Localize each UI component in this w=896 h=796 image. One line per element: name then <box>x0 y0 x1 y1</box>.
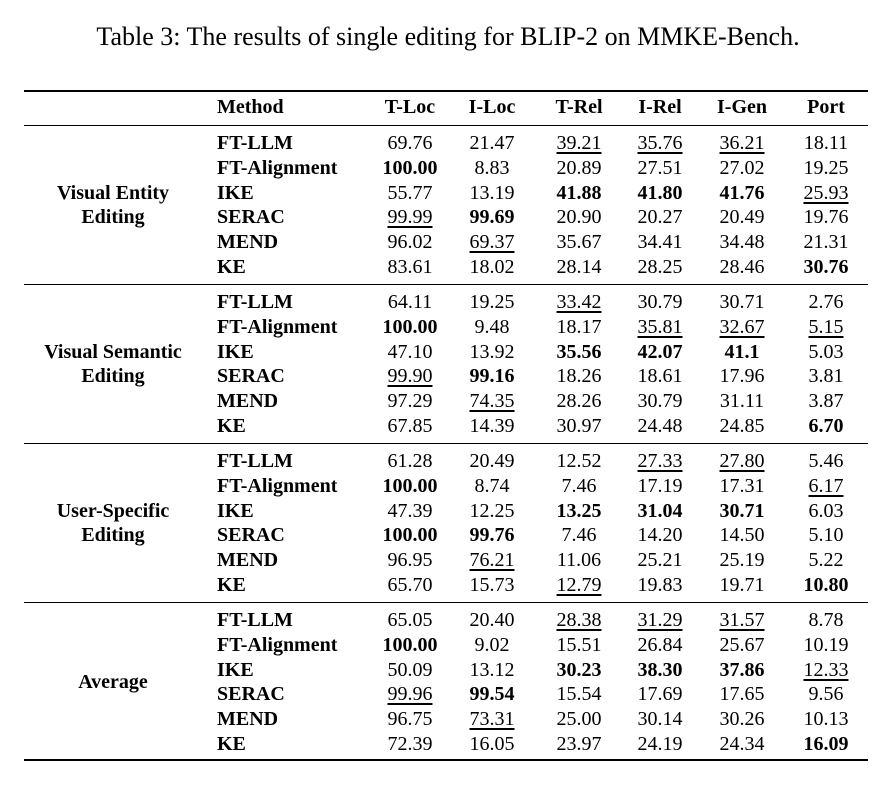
table-cell: 10.13 <box>803 708 849 731</box>
top-rule <box>24 90 868 92</box>
table-cell: 100.00 <box>382 474 438 497</box>
group-label-line: Visual Entity <box>56 182 170 205</box>
table-cell: 30.79 <box>637 291 683 313</box>
table-cell: 30.23 <box>556 658 602 681</box>
table-cell: 28.26 <box>556 390 602 413</box>
table-cell: 28.38 <box>556 609 602 631</box>
table-cell: 20.40 <box>469 609 515 631</box>
method-name: KE <box>217 574 246 596</box>
method-name: IKE <box>217 499 254 522</box>
table-cell: 28.46 <box>719 256 765 278</box>
table-cell: 28.25 <box>637 256 683 278</box>
table-cell: 26.84 <box>637 633 683 656</box>
method-name: SERAC <box>217 524 285 547</box>
table-cell: 17.19 <box>637 474 683 497</box>
table-cell: 12.79 <box>556 574 602 596</box>
group-label-line: User-Specific <box>56 500 170 523</box>
table-cell: 20.89 <box>556 156 602 179</box>
table-cell: 6.70 <box>808 415 844 437</box>
method-name: FT-Alignment <box>217 633 338 656</box>
table-cell: 6.03 <box>808 499 844 522</box>
header-rule <box>24 125 868 126</box>
table-cell: 39.21 <box>556 132 602 154</box>
table-cell: 2.76 <box>808 291 844 313</box>
table-cell: 74.35 <box>469 390 515 413</box>
table-cell: 15.51 <box>556 633 602 656</box>
table-cell: 6.17 <box>808 474 844 497</box>
header-t-rel: T-Rel <box>555 96 603 118</box>
table-cell: 35.81 <box>637 315 683 338</box>
method-name: FT-LLM <box>217 609 293 631</box>
table-cell: 12.52 <box>556 450 602 472</box>
group-label <box>24 340 202 388</box>
group-label-line: Editing <box>81 206 145 229</box>
table-cell: 32.67 <box>719 315 765 338</box>
table-cell: 99.16 <box>469 365 515 388</box>
group-label-line: Editing <box>81 524 145 547</box>
method-name: FT-Alignment <box>217 474 338 497</box>
table-cell: 21.47 <box>469 132 515 154</box>
group-separator <box>24 602 868 603</box>
table-cell: 83.61 <box>387 256 433 278</box>
method-name: FT-Alignment <box>217 315 338 338</box>
table-cell: 38.30 <box>637 658 683 681</box>
table-cell: 100.00 <box>382 633 438 656</box>
table-cell: 8.78 <box>808 609 844 631</box>
method-name: SERAC <box>217 206 285 229</box>
table-cell: 9.02 <box>474 633 510 656</box>
group-label <box>24 499 202 547</box>
table-cell: 67.85 <box>387 415 433 437</box>
group-label <box>24 670 202 694</box>
table-cell: 13.92 <box>469 340 515 363</box>
table-cell: 64.11 <box>387 291 433 313</box>
table-cell: 20.49 <box>719 206 765 229</box>
table-cell: 20.90 <box>556 206 602 229</box>
header-i-gen: I-Gen <box>717 96 767 118</box>
table-cell: 17.96 <box>719 365 765 388</box>
table-cell: 15.73 <box>469 574 515 596</box>
header-method: Method <box>217 96 284 118</box>
table-cell: 15.54 <box>556 683 602 706</box>
group-separator <box>24 443 868 444</box>
table-cell: 65.70 <box>387 574 433 596</box>
table-cell: 97.29 <box>387 390 433 413</box>
table-cell: 30.79 <box>637 390 683 413</box>
header-i-rel: I-Rel <box>638 96 682 118</box>
method-name: SERAC <box>217 683 285 706</box>
table-cell: 8.83 <box>474 156 510 179</box>
method-name: FT-LLM <box>217 450 293 472</box>
group-label-line: Visual Semantic <box>44 341 182 364</box>
header-port: Port <box>807 96 845 118</box>
table-cell: 18.17 <box>556 315 602 338</box>
table-cell: 14.39 <box>469 415 515 437</box>
table-cell: 17.69 <box>637 683 683 706</box>
table-cell: 13.25 <box>556 499 602 522</box>
table-cell: 99.90 <box>387 365 433 388</box>
table-cell: 27.51 <box>637 156 683 179</box>
table-cell: 12.25 <box>469 499 515 522</box>
table-cell: 31.11 <box>719 390 765 413</box>
header-i-loc: I-Loc <box>468 96 516 118</box>
method-name: MEND <box>217 708 279 731</box>
table-cell: 31.04 <box>637 499 683 522</box>
table-cell: 19.71 <box>719 574 765 596</box>
table-cell: 27.02 <box>719 156 765 179</box>
table-cell: 30.76 <box>803 256 849 278</box>
table-cell: 10.19 <box>803 633 849 656</box>
table-cell: 37.86 <box>719 658 765 681</box>
method-name: MEND <box>217 549 279 572</box>
method-name: FT-LLM <box>217 291 293 313</box>
table-cell: 41.80 <box>637 181 683 204</box>
table-cell: 27.33 <box>637 450 683 472</box>
table-cell: 25.93 <box>803 181 849 204</box>
table-cell: 35.76 <box>637 132 683 154</box>
table-cell: 69.37 <box>469 231 515 254</box>
table-cell: 96.75 <box>387 708 433 731</box>
table-cell: 24.19 <box>637 733 683 755</box>
method-name: FT-LLM <box>217 132 293 154</box>
table-cell: 25.00 <box>556 708 602 731</box>
method-name: KE <box>217 415 246 437</box>
table-cell: 18.61 <box>637 365 683 388</box>
method-name: SERAC <box>217 365 285 388</box>
table-cell: 69.76 <box>387 132 433 154</box>
method-name: MEND <box>217 390 279 413</box>
table-cell: 99.54 <box>469 683 515 706</box>
table-cell: 5.03 <box>808 340 844 363</box>
table-cell: 30.71 <box>719 499 765 522</box>
table-cell: 25.19 <box>719 549 765 572</box>
table-cell: 30.97 <box>556 415 602 437</box>
table-cell: 16.09 <box>803 733 849 755</box>
table-cell: 31.29 <box>637 609 683 631</box>
table-cell: 28.14 <box>556 256 602 278</box>
table-cell: 19.83 <box>637 574 683 596</box>
table-cell: 7.46 <box>561 524 597 547</box>
group-label-line: Editing <box>81 365 145 388</box>
table-cell: 24.48 <box>637 415 683 437</box>
method-name: MEND <box>217 231 279 254</box>
table-cell: 19.25 <box>469 291 515 313</box>
table-cell: 9.56 <box>808 683 844 706</box>
table-cell: 25.67 <box>719 633 765 656</box>
table-cell: 100.00 <box>382 156 438 179</box>
table-cell: 24.34 <box>719 733 765 755</box>
method-name: IKE <box>217 181 254 204</box>
table-cell: 13.19 <box>469 181 515 204</box>
table-cell: 41.76 <box>719 181 765 204</box>
method-name: IKE <box>217 658 254 681</box>
group-separator <box>24 284 868 285</box>
table-cell: 100.00 <box>382 524 438 547</box>
table-cell: 76.21 <box>469 549 515 572</box>
table-cell: 13.12 <box>469 658 515 681</box>
table-cell: 27.80 <box>719 450 765 472</box>
table-cell: 19.25 <box>803 156 849 179</box>
table-cell: 30.71 <box>719 291 765 313</box>
method-name: FT-Alignment <box>217 156 338 179</box>
table-cell: 65.05 <box>387 609 433 631</box>
bottom-rule <box>24 759 868 761</box>
table-cell: 99.76 <box>469 524 515 547</box>
table-cell: 41.1 <box>724 340 760 363</box>
table-cell: 42.07 <box>637 340 683 363</box>
table-cell: 30.14 <box>637 708 683 731</box>
method-name: KE <box>217 733 246 755</box>
table-cell: 20.27 <box>637 206 683 229</box>
table-cell: 31.57 <box>719 609 765 631</box>
table-cell: 47.10 <box>387 340 433 363</box>
table-cell: 8.74 <box>474 474 510 497</box>
table-cell: 99.99 <box>387 206 433 229</box>
table-cell: 24.85 <box>719 415 765 437</box>
table-cell: 18.02 <box>469 256 515 278</box>
table-caption: Table 3: The results of single editing for BLIP-2 on MMKE-Bench. <box>96 22 800 51</box>
table-cell: 18.26 <box>556 365 602 388</box>
table-cell: 7.46 <box>561 474 597 497</box>
header-t-loc: T-Loc <box>384 96 436 118</box>
table-cell: 10.80 <box>803 574 849 596</box>
table-cell: 36.21 <box>719 132 765 154</box>
table-cell: 5.46 <box>808 450 844 472</box>
table-cell: 61.28 <box>387 450 433 472</box>
table-cell: 17.65 <box>719 683 765 706</box>
table-cell: 73.31 <box>469 708 515 731</box>
table-cell: 100.00 <box>382 315 438 338</box>
table-cell: 34.41 <box>637 231 683 254</box>
table-cell: 9.48 <box>474 315 510 338</box>
table-cell: 11.06 <box>556 549 602 572</box>
method-name: IKE <box>217 340 254 363</box>
table-cell: 5.15 <box>808 315 844 338</box>
table-cell: 41.88 <box>556 181 602 204</box>
table-cell: 99.96 <box>387 683 433 706</box>
table-cell: 21.31 <box>803 231 849 254</box>
table-cell: 33.42 <box>556 291 602 313</box>
table-cell: 25.21 <box>637 549 683 572</box>
table-cell: 35.67 <box>556 231 602 254</box>
table-cell: 18.11 <box>803 132 849 154</box>
table-cell: 3.81 <box>808 365 844 388</box>
table-cell: 96.95 <box>387 549 433 572</box>
table-cell: 47.39 <box>387 499 433 522</box>
table-cell: 5.22 <box>808 549 844 572</box>
table-cell: 96.02 <box>387 231 433 254</box>
table-cell: 14.50 <box>719 524 765 547</box>
table-cell: 12.33 <box>803 658 849 681</box>
table-cell: 23.97 <box>556 733 602 755</box>
table-cell: 19.76 <box>803 206 849 229</box>
group-label <box>24 181 202 229</box>
table-cell: 55.77 <box>387 181 433 204</box>
table-cell: 16.05 <box>469 733 515 755</box>
table-cell: 3.87 <box>808 390 844 413</box>
table-cell: 20.49 <box>469 450 515 472</box>
method-name: KE <box>217 256 246 278</box>
table-cell: 35.56 <box>556 340 602 363</box>
table-cell: 14.20 <box>637 524 683 547</box>
table-cell: 34.48 <box>719 231 765 254</box>
table-cell: 30.26 <box>719 708 765 731</box>
table-cell: 99.69 <box>469 206 515 229</box>
group-label-line: Average <box>78 671 148 694</box>
table-cell: 5.10 <box>808 524 844 547</box>
table-cell: 50.09 <box>387 658 433 681</box>
table-cell: 17.31 <box>719 474 765 497</box>
table-cell: 72.39 <box>387 733 433 755</box>
